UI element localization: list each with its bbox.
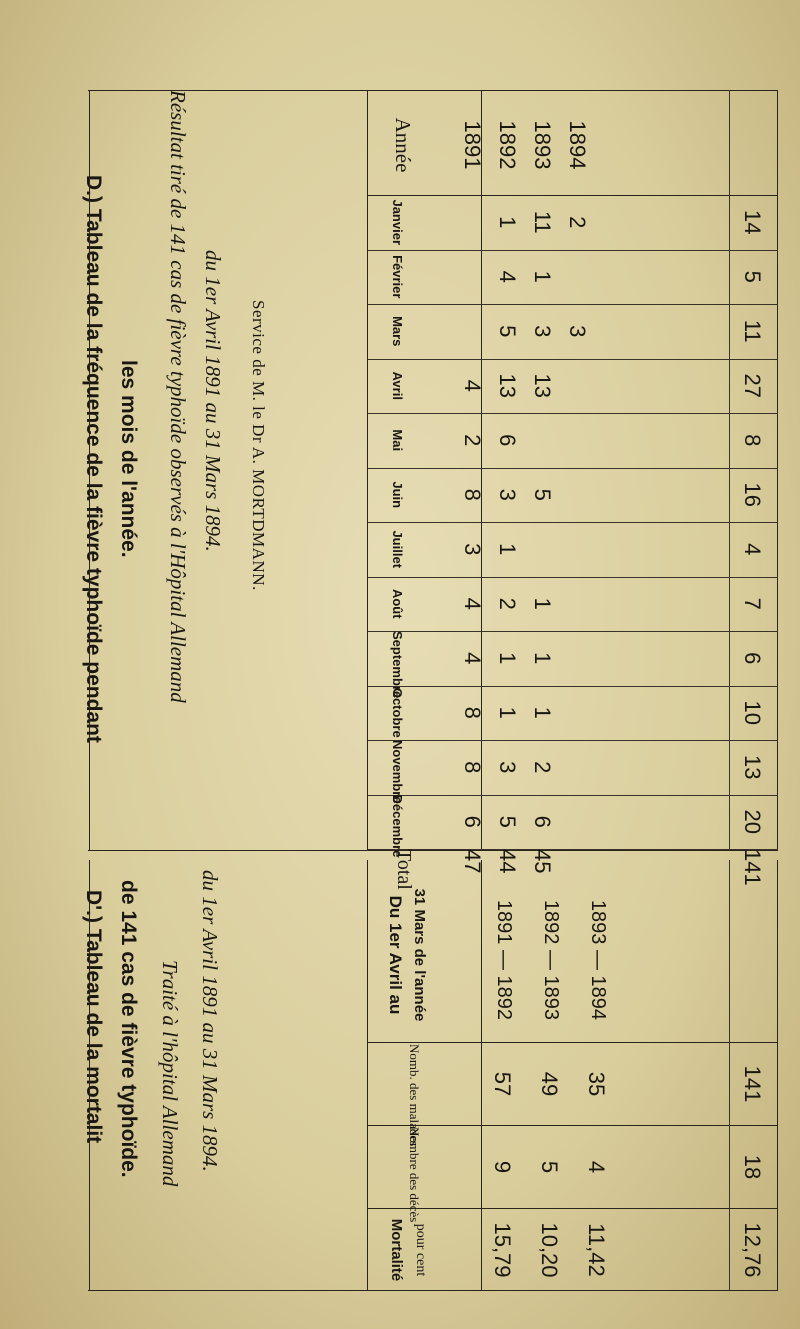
month-cell: 3 — [495, 761, 520, 774]
month-col-divider — [368, 740, 778, 741]
month-col-divider — [368, 359, 778, 360]
year-label: 1891 — [460, 120, 485, 170]
month-header: Juillet — [390, 530, 405, 569]
month-cell: 2 — [460, 434, 485, 447]
dp-row-deaths: 4 — [584, 1160, 609, 1174]
month-col-divider — [368, 631, 778, 632]
month-cell: 3 — [495, 488, 520, 501]
month-cell: 13 — [530, 373, 555, 398]
month-cell: 2 — [565, 216, 590, 229]
month-total: 8 — [740, 434, 765, 447]
row-total: 45 — [530, 849, 555, 874]
month-total: 27 — [740, 373, 765, 398]
dp-row-deaths: 5 — [537, 1160, 562, 1174]
month-cell: 1 — [530, 597, 555, 610]
month-col-divider — [368, 250, 778, 251]
dp-row-patients: 35 — [584, 1071, 609, 1097]
month-total: 16 — [740, 482, 765, 507]
month-total: 5 — [740, 270, 765, 283]
month-cell: 5 — [495, 325, 520, 338]
frame-left — [88, 90, 778, 91]
dp-frame-bottom — [777, 860, 778, 1290]
year-label: 1892 — [495, 120, 520, 170]
month-col-divider — [368, 577, 778, 578]
month-cell: 11 — [530, 210, 555, 234]
frame-top — [89, 90, 90, 850]
table-dp-subtitle: Traité à l'hôpital Allemand — [158, 960, 182, 1187]
month-cell: 1 — [495, 706, 520, 719]
month-cell: 2 — [495, 597, 520, 610]
month-total: 11 — [740, 319, 765, 343]
month-header: Juin — [390, 481, 405, 509]
dp-row-patients: 49 — [537, 1071, 562, 1097]
table-d-subtitle-line2: du 1er Avril 1891 au 31 Mars 1894. — [201, 250, 225, 552]
year-header: Année — [391, 117, 415, 173]
month-header: Août — [390, 588, 405, 619]
month-cell: 1 — [495, 543, 520, 556]
month-cell: 4 — [495, 270, 520, 283]
month-cell: 4 — [460, 379, 485, 392]
grand-total: 141 — [740, 849, 765, 886]
row-total: 44 — [495, 849, 520, 874]
month-header: Mai — [390, 429, 405, 452]
year-label: 1894 — [565, 120, 590, 170]
dp-row-mortality: 10,20 — [537, 1222, 562, 1278]
dp-period-header: Du 1er Avril au — [386, 895, 405, 1015]
table-d-header-rule — [367, 90, 368, 850]
month-cell: 5 — [530, 488, 555, 501]
dp-deaths-header: Nombre des décès — [407, 1127, 422, 1223]
month-col-divider — [368, 413, 778, 414]
month-cell: 1 — [495, 216, 520, 229]
month-total: 4 — [740, 543, 765, 556]
month-cell: 2 — [530, 761, 555, 774]
dp-total-patients: 141 — [740, 1065, 765, 1103]
month-col-divider — [368, 468, 778, 469]
month-cell: 4 — [460, 652, 485, 665]
month-col-divider — [368, 795, 778, 796]
dp-row-deaths: 9 — [490, 1160, 515, 1174]
month-cell: 6 — [460, 815, 485, 828]
dp-total-rule — [729, 860, 730, 1290]
month-header: Janvier — [390, 199, 405, 246]
month-cell: 3 — [565, 325, 590, 338]
dp-div-1 — [368, 1042, 778, 1043]
frame-bottom — [777, 90, 778, 850]
dp-total-deaths: 18 — [740, 1154, 765, 1180]
month-cell: 8 — [460, 488, 485, 501]
month-header: Février — [390, 255, 405, 299]
month-total: 13 — [740, 755, 765, 780]
month-total: 20 — [740, 809, 765, 834]
month-cell: 3 — [530, 325, 555, 338]
table-dp-title-line2: de 141 cas de fièvre typhoïde. — [117, 880, 140, 1178]
dp-mortality-header-line2: pour cent — [413, 1223, 428, 1277]
year-label: 1893 — [530, 120, 555, 170]
table-dp-subtitle-line2: du 1er Avril 1891 au 31 Mars 1894. — [198, 870, 222, 1172]
month-header: Avril — [390, 371, 405, 400]
month-total: 10 — [740, 700, 765, 725]
dp-div-2 — [368, 1125, 778, 1126]
table-d-title-line2: les mois de l'année. — [117, 360, 140, 558]
month-cell: 13 — [495, 373, 520, 398]
month-header: Novembre — [390, 740, 405, 804]
table-dp-title: D'.) Tableau de la mortalit — [82, 890, 105, 1144]
month-cell: 4 — [460, 597, 485, 610]
dp-mortality-header: Mortalité — [388, 1218, 405, 1282]
month-total: 14 — [740, 210, 765, 235]
month-cell: 1 — [530, 706, 555, 719]
month-total: 6 — [740, 652, 765, 665]
month-cell: 8 — [460, 761, 485, 774]
month-cell: 5 — [495, 815, 520, 828]
dp-total-mortality: 12,76 — [740, 1222, 765, 1278]
dp-row-period: 1891 — 1892 — [493, 899, 515, 1021]
dp-patients-header: Nomb. des malades — [407, 1044, 422, 1147]
month-cell: 1 — [530, 270, 555, 283]
dp-period-header-line2: 31 Mars de l'année — [411, 888, 428, 1022]
row-total: 47 — [460, 849, 485, 874]
month-cell: 6 — [495, 434, 520, 447]
month-header: Mars — [390, 316, 405, 347]
dp-frame-top — [89, 860, 90, 1290]
table-d-total-rule — [729, 90, 730, 850]
total-header: Total — [393, 849, 415, 890]
dp-upper-rule — [481, 860, 482, 1290]
table-d-title: D.) Tableau de la fréquence de la fièvre typhoïde pendant — [82, 175, 105, 743]
month-cell: 3 — [460, 543, 485, 556]
month-col-divider — [368, 686, 778, 687]
dp-row-patients: 57 — [490, 1071, 515, 1097]
month-header: Décembre — [390, 794, 405, 858]
month-col-divider — [368, 522, 778, 523]
month-cell: 1 — [530, 652, 555, 665]
month-total: 7 — [740, 597, 765, 610]
dp-row-period: 1892 — 1893 — [540, 899, 562, 1021]
dp-row-mortality: 15,79 — [490, 1222, 515, 1278]
dp-header-rule — [367, 860, 368, 1290]
dp-row-period: 1893 — 1894 — [587, 899, 609, 1021]
table-d-subtitle: Résultat tiré de 141 cas de fièvre typhoïde observés à l'Hôpital Allemand — [166, 90, 190, 703]
month-cell: 6 — [530, 815, 555, 828]
dp-div-3 — [368, 1208, 778, 1209]
table-d-service: Service de M. le Dr A. MORTDMANN. — [249, 300, 268, 591]
dp-row-mortality: 11,42 — [584, 1223, 609, 1277]
dp-frame-right — [88, 1290, 778, 1291]
month-cell: 8 — [460, 706, 485, 719]
month-header: Septembre — [390, 631, 405, 699]
month-cell: 1 — [495, 652, 520, 665]
month-header: Octobre — [390, 687, 405, 738]
